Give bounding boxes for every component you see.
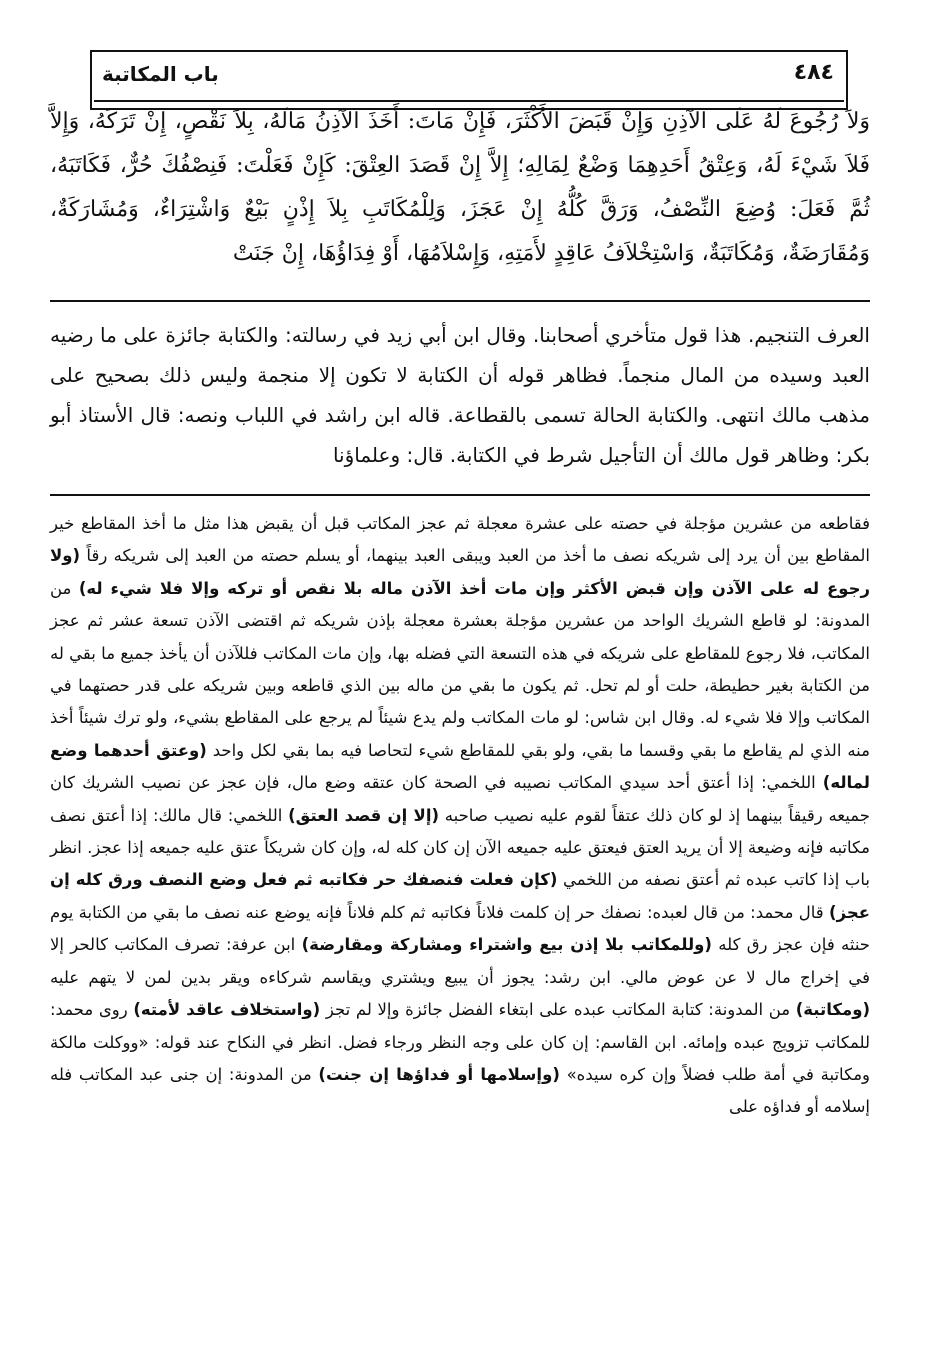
- note-text: اللخمي: إذا أعتق أحد سيدي المكاتب نصيبه في الصحة كان عتقه وضع مال، فإن عجز عن نصيب الشريك كان جميعه رقيقاً بينهما إذ لو كان ذلك عتقاً لقوم عليه نصيب صاحبه: [50, 773, 870, 825]
- note-text: روى محمد: للمكاتب تزويج عبده وإمائه. ابن القاسم: إن كان على وجه النظر ورجاء فضل. انظر في النكاح عند قوله: «ووكلت مالكة ومكاتبة في أمة طلب فضلاً وإن كره سيده»: [50, 1000, 871, 1084]
- quoted-matn: (ولا رجوع له على الآذن وإن قبض الأكثر وإن مات أخذ الآذن ماله بلا نقص أو تركه وإلا فلا شيء له): [50, 546, 870, 598]
- note-text: من المدونة: كتابة المكاتب عبده على ابتغاء الفضل جائزة وإلا لم تجز: [325, 1000, 791, 1020]
- quoted-matn: (إلا إن قصد العتق): [288, 805, 440, 825]
- footnotes: [50, 508, 870, 1358]
- quoted-matn: (وعتق أحدهما وضع لماله): [50, 740, 870, 793]
- note-text: اللخمي: قال مالك: إذا أعتق نصف مكاتبه فإنه وضيعة إلا أن يريد العتق فيعتق عليه جميعه الآن إن كان كله له، وإن كان شريكاً عتق عليه جميعه إذا عجز. انظر باب إذا كاتب عبده ثم أعتق نصفه من اللخمي: [50, 805, 871, 890]
- note-text: فقاطعه من عشرين مؤجلة في حصته على عشرة معجلة ثم عجز المكاتب قبل أن يقبض هذا مثل ما أخذ المقاطع خير المقاطع بين أن يرد إلى شريكه نصف ما أخذ من العبد ويبقى العبد بينهما، أو يسلم حصته من العبد إلى شريكه رقاً: [50, 514, 870, 566]
- quoted-matn: (ومكاتبة): [795, 1000, 871, 1020]
- commentary-text: العرف التنجيم. هذا قول متأخري أصحابنا. وقال ابن أبي زيد في رسالته: والكتابة جائزة على ما رضيه العبد وسيده من المال منجماً. فظاهر قوله أن الكتابة لا تكون إلا منجمة وليس ذلك بصحيح على مذهب مالك انتهى. والكتابة الحالة تسمى بالقطاعة. قاله ابن راشد في اللباب ونصه: قال الأستاذ أبو بكر: وظاهر قول مالك أن التأجيل شرط في الكتابة. قال: وعلماؤنا: [50, 323, 870, 467]
- section-divider-top: [50, 300, 870, 302]
- note-text: قال محمد: من قال لعبده: نصفك حر إن كلمت فلاناً فكاتبه ثم كلم فلاناً فإنه يوضع عنه نصف ما بقي من الكتابة يوم حنثه فإن عجز رق كله: [50, 902, 870, 955]
- section-divider-bottom: [50, 494, 870, 496]
- note-text: ابن عرفة: تصرف المكاتب كالحر إلا في إخراج مال لا عن عوض مالي. ابن رشد: يجوز أن يبيع ويشتري ويقاسم شركاءه ويقر بدين لمن لا يتهم عليه: [50, 935, 870, 987]
- quoted-matn: (كإن فعلت فنصفك حر فكاتبه ثم فعل وضع النصف ورق كله إن عجز): [50, 870, 870, 922]
- quoted-matn: (واستخلاف عاقد لأمته): [133, 1000, 321, 1020]
- matn-text: وَلاَ رُجُوعَ لَهُ عَلَى الآذِنِ وَإِنْ قَبَضَ الأَكْثَرَ، فَإِنْ مَاتَ: أَخَذَ الآذِنُ مَالَهُ، بِلاَ نَقْصٍ، إِنْ تَرَكَهُ، وَإِلاَّ فَلاَ شَيْءَ لَهُ، وَعِتْقُ أَحَدِهِمَا وَضْعٌ لِمَالِهِ؛ إِلاَّ إِنْ قَصَدَ العِتْقَ: كَإِنْ فَعَلْتَ: فَنِصْفُكَ حُرٌّ، فَكَاتَبَهُ، ثُمَّ فَعَلَ: وُضِعَ النِّصْفُ، وَرَقَّ كُلُّهُ إِنْ عَجَزَ، وَلِلْمُكَاتَبِ بِلاَ إِذْنٍ بَيْعٌ وَاشْتِرَاءٌ، وَمُشَارَكَةٌ، وَمُقَارَضَةٌ، وَمُكَاتَبَةٌ، وَاسْتِخْلاَفُ عَاقِدٍ لأَمَتِهِ، وَإِسْلاَمُهَا، أَوْ فِدَاؤُهَا، إِنْ جَنَتْ: [50, 109, 870, 266]
- running-title: باب المكاتبة: [102, 62, 219, 86]
- note-text: من المدونة: لو قاطع الشريك الواحد من عشرين مؤجلة بعشرة معجلة بإذن شريكه ثم اقتضى الآذن تسعة عشر ثم عجز المكاتب، فلا رجوع للمقاطع على شريكه في هذه التسعة التي فضله بها، وإن مات المكاتب فللآذن أن يأخذ جميع ما بقي له من الكتابة بغير حطيطة، حلت أو لم تحل. ثم يكون ما بقي من ماله بين الذي قاطعه وبين شريكه على قدر حصتهما في المكاتب وإلا فلا شيء له. وقال ابن شاس: لو مات المكاتب ولم يدع شيئاً لم يرجع على المقاطع بشيء، ولو ترك شيئاً أخذ منه الذي لم يقاطع ما بقي وقسما ما بقي، ولو بقي للمقاطع شيء لتحاصا فيه بما بقي لكل واحد: [50, 578, 870, 760]
- quoted-matn: (وللمكاتب بلا إذن بيع واشتراء ومشاركة ومقارضة): [301, 935, 712, 955]
- quoted-matn: (وإسلامها أو فداؤها إن جنت): [318, 1064, 560, 1084]
- page-number: ٤٨٤: [793, 60, 834, 85]
- note-text: من المدونة: إن جنى عبد المكاتب فله إسلامه أو فداؤه على: [50, 1064, 870, 1117]
